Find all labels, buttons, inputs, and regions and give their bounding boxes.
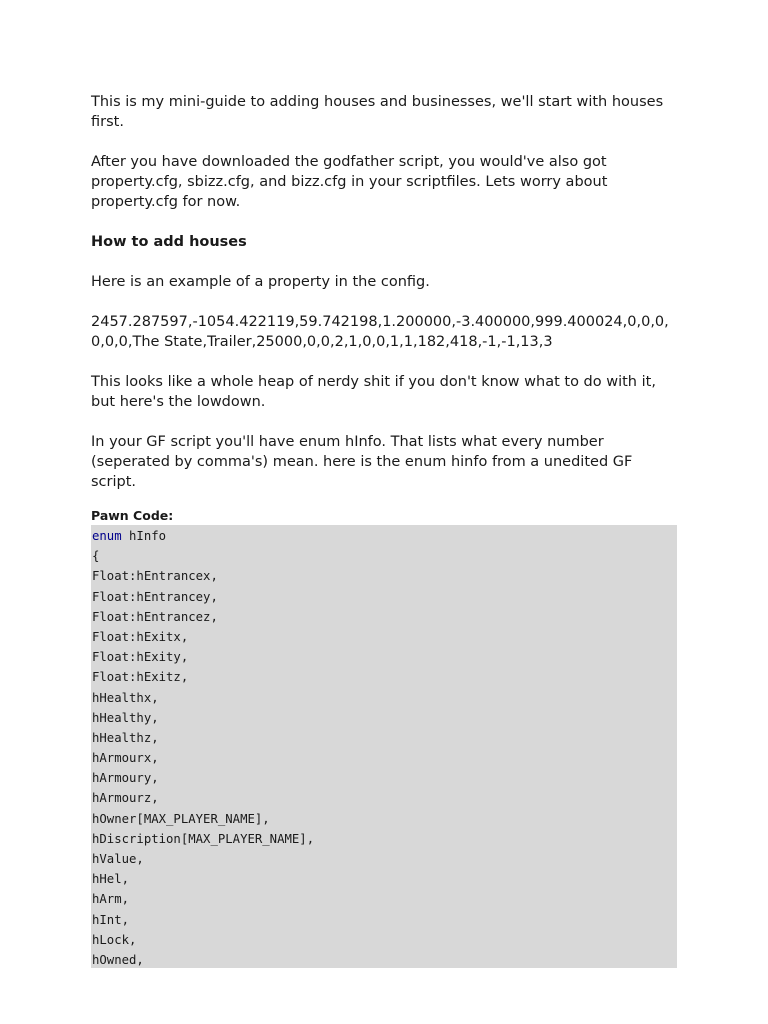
code-lines: [92, 546, 677, 968]
code-line: Float:hExitx,: [92, 629, 189, 644]
code-line: hOwner[MAX_PLAYER_NAME],: [92, 811, 270, 826]
code-block: [91, 525, 677, 968]
code-line: hHealthx,: [92, 690, 159, 705]
download-paragraph: After you have downloaded the godfather script, you would've also got property.cfg, sbizz.cfg, and bizz.cfg in your scriptfiles. Lets worry about property.cfg for now.: [91, 154, 608, 210]
enum-intro-paragraph: In your GF script you'll have enum hInfo. That lists what every number (seperated by comma's) mean. here is the enum hinfo from a unedited GF script.: [91, 434, 633, 490]
code-line: hValue,: [92, 852, 144, 866]
code-line: hDiscription[MAX_PLAYER_NAME],: [92, 831, 315, 846]
code-line: hOwned,: [92, 952, 144, 967]
code-line: hInt,: [92, 912, 130, 927]
explanation-paragraph: This looks like a whole heap of nerdy shit if you don't know what to do with it, but here's the lowdown.: [91, 374, 656, 410]
document-page: [91, 92, 681, 968]
code-line: hArm,: [92, 892, 130, 907]
code-line: Float:hEntrancex,: [92, 569, 218, 584]
section-heading: How to add houses: [91, 234, 247, 250]
code-line: [92, 526, 677, 546]
code-line: Float:hEntrancey,: [92, 589, 218, 604]
code-label: Pawn Code:: [91, 508, 174, 523]
code-keyword: enum: [92, 529, 122, 543]
example-intro-paragraph: Here is an example of a property in the config.: [91, 274, 430, 290]
intro-paragraph: This is my mini-guide to adding houses and businesses, we'll start with houses first.: [91, 94, 664, 130]
code-line: hHealthz,: [92, 730, 159, 745]
example-data-paragraph: 2457.287597,-1054.422119,59.742198,1.200000,-3.400000,999.400024,0,0,0,0,0,0,The State,Trailer,25000,0,0,2,1,0,0,1,1,182,418,-1,-1,13,3: [91, 314, 669, 350]
code-line: {: [92, 549, 100, 564]
code-line: Float:hEntrancez,: [92, 609, 218, 624]
code-line: Float:hExity,: [92, 650, 189, 665]
code-line: hArmoury,: [92, 771, 159, 786]
code-line-rest: hInfo: [121, 529, 167, 543]
code-line: hArmourx,: [92, 751, 159, 766]
code-line: hLock,: [92, 932, 137, 947]
code-line: hHealthy,: [92, 710, 159, 725]
code-line: Float:hExitz,: [92, 670, 189, 685]
code-line: hHel,: [92, 872, 130, 887]
code-line: hArmourz,: [92, 791, 159, 806]
